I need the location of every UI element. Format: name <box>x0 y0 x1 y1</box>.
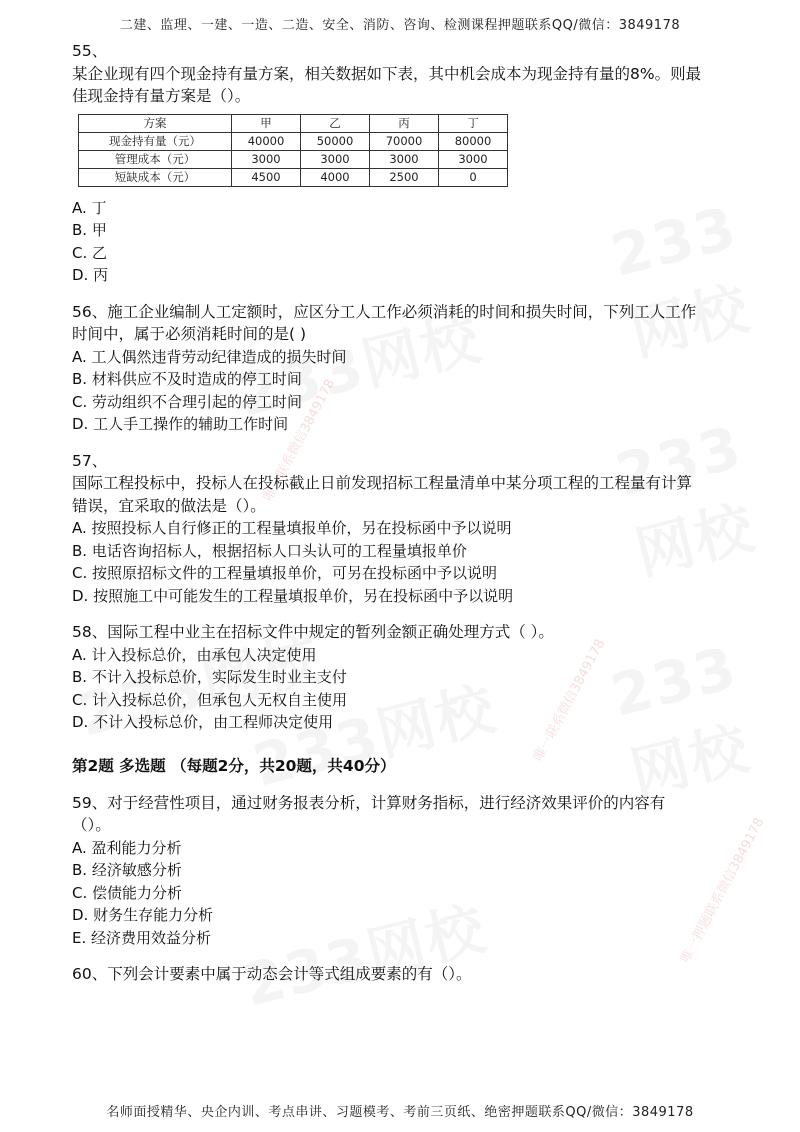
table-cell: 50000 <box>301 132 370 150</box>
option-d: D. 丙 <box>72 266 109 284</box>
question-56-text-cont: 时间中，属于必须消耗时间的是( ) <box>72 325 307 343</box>
side-watermark: 唯一联系微信3849178 <box>531 636 609 764</box>
option-d: D. 财务生存能力分析 <box>72 906 214 924</box>
question-57-number: 57、 <box>72 451 108 470</box>
question-60-text: 60、下列会计要素中属于动态会计等式组成要素的有（）。 <box>72 965 472 983</box>
table-cell: 4500 <box>232 168 301 186</box>
option-e: E. 经济费用效益分析 <box>72 928 212 947</box>
table-cell: 40000 <box>232 132 301 150</box>
question-content <box>72 40 732 986</box>
section-heading: 第2题 多选题 （每题2分，共20题，共40分） <box>72 756 396 775</box>
option-b: B. 不计入投标总价，实际发生时业主支付 <box>72 668 347 686</box>
question-59-text: 59、对于经营性项目，通过财务报表分析，计算财务指标，进行经济效果评价的内容有 <box>72 793 666 812</box>
table-cell: 3000 <box>301 150 370 168</box>
option-b: B. 经济敏感分析 <box>72 861 182 879</box>
table-row <box>79 150 508 168</box>
question-59-text-cont: （）。 <box>72 816 111 834</box>
option-b: B. 甲 <box>72 221 107 239</box>
table-header-cell: 乙 <box>301 114 370 132</box>
table-cell: 3000 <box>439 150 508 168</box>
side-watermark: 唯一押题联系微信3849178 <box>678 815 768 966</box>
table-cell: 70000 <box>370 132 439 150</box>
cash-plan-table <box>78 114 508 187</box>
option-c: C. 计入投标总价，但承包人无权自主使用 <box>72 690 348 709</box>
table-cell: 现金持有量（元） <box>79 132 232 150</box>
table-header-cell: 甲 <box>232 114 301 132</box>
option-c: C. 乙 <box>72 243 108 262</box>
option-a: A. 按照投标人自行修正的工程量填报单价，另在投标函中予以说明 <box>72 519 512 537</box>
table-header-cell: 丙 <box>370 114 439 132</box>
option-c: C. 劳动组织不合理引起的停工时间 <box>72 392 303 411</box>
question-57-text: 国际工程投标中，投标人在投标截止日前发现招标工程量清单中某分项工程的工程量有计算 <box>72 474 693 492</box>
table-cell: 3000 <box>370 150 439 168</box>
table-header-cell: 方案 <box>79 114 232 132</box>
table-cell: 管理成本（元） <box>79 150 232 168</box>
option-d: D. 工人手工操作的辅助工作时间 <box>72 415 289 433</box>
table-cell: 2500 <box>370 168 439 186</box>
option-a: A. 盈利能力分析 <box>72 838 182 857</box>
option-b: B. 材料供应不及时造成的停工时间 <box>72 370 302 388</box>
option-d: D. 按照施工中可能发生的工程量填报单价，另在投标函中予以说明 <box>72 586 514 605</box>
question-55-number: 55、 <box>72 42 108 60</box>
table-row <box>79 168 508 186</box>
option-a: A. 计入投标总价，由承包人决定使用 <box>72 645 317 664</box>
option-c: C. 按照原招标文件的工程量填报单价，可另在投标函中予以说明 <box>72 564 498 582</box>
option-a: A. 工人偶然违背劳动纪律造成的损失时间 <box>72 347 347 366</box>
option-d: D. 不计入投标总价，由工程师决定使用 <box>72 713 334 731</box>
side-watermark: 唯一联系微信3849178 <box>261 376 339 504</box>
table-header-cell: 丁 <box>439 114 508 132</box>
page-header: 二建、监理、一建、一造、二造、安全、消防、咨询、检测课程押题联系QQ/微信：3849178 <box>119 18 681 33</box>
table-cell: 0 <box>439 168 508 186</box>
question-56-text: 56、施工企业编制人工定额时，应区分工人工作必须消耗的时间和损失时间，下列工人工作 <box>72 302 697 321</box>
option-a: A. 丁 <box>72 198 107 217</box>
question-55-text-cont: 佳现金持有量方案是（）。 <box>72 87 251 105</box>
option-c: C. 偿债能力分析 <box>72 883 183 902</box>
question-57-text-cont: 错误，宜采取的做法是（）。 <box>72 496 266 515</box>
question-55-text: 某企业现有四个现金持有量方案，相关数据如下表，其中机会成本为现金持有量的8%。则最 <box>72 64 702 83</box>
table-cell: 短缺成本（元） <box>79 168 232 186</box>
option-b: B. 电话咨询招标人，根据招标人口头认可的工程量填报单价 <box>72 541 467 560</box>
table-cell: 4000 <box>301 168 370 186</box>
table-cell: 3000 <box>232 150 301 168</box>
table-cell: 80000 <box>439 132 508 150</box>
table-header-row <box>79 114 508 132</box>
page-footer: 名师面授精华、央企内训、考点串讲、习题模考、考前三页纸、绝密押题联系QQ/微信：3849178 <box>106 1105 694 1120</box>
table-row <box>79 132 508 150</box>
question-58-text: 58、国际工程中业主在招标文件中规定的暂列金额正确处理方式（ ）。 <box>72 623 554 641</box>
